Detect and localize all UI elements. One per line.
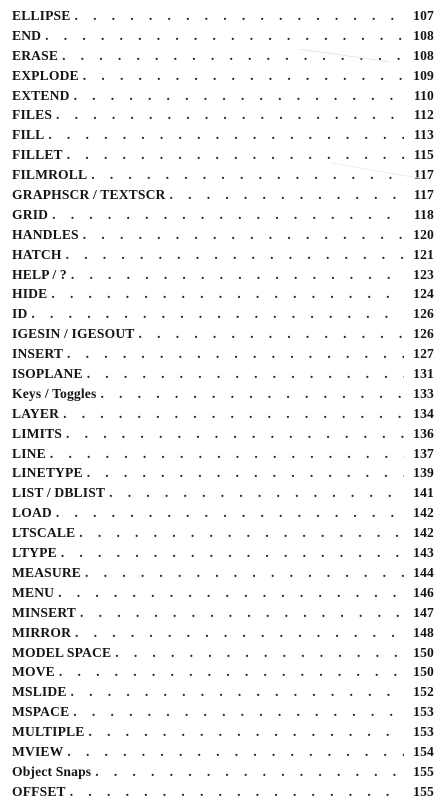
toc-entry: [12, 306, 440, 326]
toc-entry: [12, 605, 440, 625]
dot-leader: [91, 167, 404, 183]
toc-entry-title: FILL: [12, 127, 45, 143]
toc-entry: [12, 525, 440, 545]
toc-entry-page-number: 134: [413, 405, 434, 421]
toc-entry: [12, 585, 440, 605]
toc-entry-page-number: 123: [413, 266, 434, 282]
toc-entry: [12, 784, 440, 804]
dot-leader: [83, 68, 404, 84]
toc-entry-title: LAYER: [12, 405, 60, 421]
toc-entry-page-number: 136: [413, 425, 434, 441]
toc-entry-page-number: 115: [413, 147, 434, 163]
toc-entry-title: MENU: [12, 584, 55, 600]
toc-entry-title: Keys / Toggles: [12, 385, 97, 401]
toc-entry-page-number: 108: [413, 47, 434, 63]
toc-entry-title: MIRROR: [12, 624, 72, 640]
toc-entry-title: Object Snaps: [12, 763, 92, 779]
toc-entry: [12, 485, 440, 505]
dot-leader: [71, 684, 404, 700]
toc-entry: [12, 227, 440, 247]
toc-entry-page-number: 143: [413, 545, 434, 561]
dot-leader: [83, 227, 404, 243]
toc-entry-page-number: 153: [413, 724, 434, 740]
dot-leader: [56, 107, 404, 123]
toc-entry-page-number: 110: [413, 87, 434, 103]
toc-entry-page-number: 121: [413, 246, 434, 262]
toc-entry-page-number: 137: [413, 445, 434, 461]
toc-entry: [12, 565, 440, 585]
toc-entry-title: MVIEW: [12, 743, 64, 759]
toc-entry-page-number: 120: [413, 226, 434, 242]
dot-leader: [59, 664, 404, 680]
table-of-contents: [12, 8, 440, 804]
toc-entry-page-number: 141: [413, 485, 434, 501]
dot-leader: [67, 147, 404, 163]
toc-entry-page-number: 117: [413, 167, 434, 183]
toc-entry: [12, 48, 440, 68]
toc-entry-page-number: 112: [413, 107, 434, 123]
dot-leader: [74, 8, 404, 24]
toc-entry-title: MSPACE: [12, 704, 70, 720]
toc-entry: [12, 346, 440, 366]
dot-leader: [51, 286, 404, 302]
toc-entry-title: MOVE: [12, 664, 55, 680]
toc-entry-page-number: 155: [413, 783, 434, 799]
dot-leader: [45, 28, 404, 44]
toc-entry: [12, 744, 440, 764]
dot-leader: [115, 645, 404, 661]
toc-entry-title: IGESIN / IGESOUT: [12, 326, 135, 342]
dot-leader: [80, 605, 404, 621]
toc-entry-page-number: 124: [413, 286, 434, 302]
toc-entry-title: LIMITS: [12, 425, 63, 441]
toc-entry-title: ELLIPSE: [12, 8, 71, 23]
toc-entry-title: HIDE: [12, 286, 48, 302]
toc-entry-page-number: 113: [413, 127, 434, 143]
dot-leader: [109, 485, 404, 501]
toc-entry-title: LOAD: [12, 505, 52, 521]
dot-leader: [50, 446, 404, 462]
toc-entry-page-number: 152: [413, 684, 434, 700]
dot-leader: [61, 545, 404, 561]
toc-entry: [12, 505, 440, 525]
toc-entry-title: ID: [12, 306, 28, 322]
dot-leader: [52, 207, 404, 223]
toc-entry: [12, 326, 440, 346]
toc-entry: [12, 107, 440, 127]
dot-leader: [87, 465, 404, 481]
dot-leader: [66, 247, 404, 263]
toc-entry: [12, 386, 440, 406]
toc-entry-title: FILLET: [12, 147, 63, 163]
toc-entry-page-number: 107: [413, 8, 434, 23]
dot-leader: [139, 326, 404, 342]
toc-entry: [12, 187, 440, 207]
toc-entry: [12, 426, 440, 446]
toc-entry: [12, 207, 440, 227]
toc-entry: [12, 127, 440, 147]
dot-leader: [63, 406, 404, 422]
toc-entry: [12, 247, 440, 267]
toc-entry: [12, 625, 440, 645]
toc-entry-title: ISOPLANE: [12, 366, 83, 382]
toc-entry-title: LTYPE: [12, 545, 57, 561]
toc-entry: [12, 545, 440, 565]
toc-entry-page-number: 127: [413, 346, 434, 362]
toc-entry: [12, 406, 440, 426]
toc-entry: [12, 645, 440, 665]
dot-leader: [67, 744, 404, 760]
toc-entry-title: MODEL SPACE: [12, 644, 112, 660]
toc-entry-title: HATCH: [12, 246, 62, 262]
dot-leader: [31, 306, 404, 322]
toc-entry-page-number: 153: [413, 704, 434, 720]
toc-entry: [12, 286, 440, 306]
dot-leader: [71, 267, 404, 283]
toc-entry: [12, 704, 440, 724]
dot-leader: [75, 625, 404, 641]
toc-entry-page-number: 142: [413, 525, 434, 541]
toc-entry-title: GRID: [12, 206, 49, 222]
dot-leader: [67, 346, 404, 362]
toc-entry-title: EXTEND: [12, 87, 70, 103]
toc-entry-title: MSLIDE: [12, 684, 67, 700]
toc-entry-title: FILES: [12, 107, 53, 123]
toc-entry-page-number: 148: [413, 624, 434, 640]
toc-entry-page-number: 150: [413, 644, 434, 660]
toc-entry-page-number: 146: [413, 584, 434, 600]
dot-leader: [170, 187, 404, 203]
toc-entry: [12, 88, 440, 108]
toc-entry-page-number: 144: [413, 564, 434, 580]
toc-entry-title: LTSCALE: [12, 525, 76, 541]
dot-leader: [58, 585, 404, 601]
toc-entry-title: FILMROLL: [12, 167, 88, 183]
toc-entry: [12, 366, 440, 386]
toc-entry: [12, 147, 440, 167]
toc-entry-page-number: 139: [413, 465, 434, 481]
toc-entry-page-number: 154: [413, 743, 434, 759]
toc-entry-page-number: 155: [413, 763, 434, 779]
toc-entry: [12, 465, 440, 485]
toc-entry-title: MINSERT: [12, 604, 77, 620]
toc-entry-page-number: 108: [413, 27, 434, 43]
toc-entry-title: HELP / ?: [12, 266, 67, 282]
dot-leader: [87, 366, 404, 382]
toc-entry-title: LINETYPE: [12, 465, 83, 481]
toc-entry-title: ERASE: [12, 47, 59, 63]
toc-entry-title: MULTIPLE: [12, 724, 85, 740]
toc-entry: [12, 8, 440, 28]
dot-leader: [70, 784, 404, 800]
dot-leader: [85, 565, 404, 581]
toc-entry-page-number: 147: [413, 604, 434, 620]
toc-entry-title: MEASURE: [12, 564, 82, 580]
toc-entry: [12, 724, 440, 744]
dot-leader: [79, 525, 404, 541]
dot-leader: [48, 127, 404, 143]
dot-leader: [66, 426, 404, 442]
dot-leader: [88, 724, 404, 740]
toc-entry-title: HANDLES: [12, 226, 79, 242]
toc-entry: [12, 446, 440, 466]
toc-entry-title: OFFSET: [12, 783, 66, 799]
toc-entry-title: LIST / DBLIST: [12, 485, 106, 501]
toc-entry-page-number: 126: [413, 326, 434, 342]
dot-leader: [73, 704, 404, 720]
toc-entry: [12, 28, 440, 48]
toc-entry: [12, 267, 440, 287]
toc-entry-title: EXPLODE: [12, 67, 79, 83]
toc-entry: [12, 764, 440, 784]
dot-leader: [56, 505, 404, 521]
dot-leader: [95, 764, 404, 780]
toc-entry-page-number: 131: [413, 366, 434, 382]
toc-entry: [12, 664, 440, 684]
toc-entry-page-number: 126: [413, 306, 434, 322]
toc-entry-page-number: 118: [413, 206, 434, 222]
toc-entry-title: GRAPHSCR / TEXTSCR: [12, 187, 166, 203]
toc-entry: [12, 68, 440, 88]
toc-entry-page-number: 142: [413, 505, 434, 521]
dot-leader: [74, 88, 404, 104]
toc-entry-title: END: [12, 27, 42, 43]
toc-entry-page-number: 133: [413, 385, 434, 401]
toc-entry-title: INSERT: [12, 346, 64, 362]
toc-entry: [12, 684, 440, 704]
toc-entry-title: LINE: [12, 445, 46, 461]
toc-entry-page-number: 109: [413, 67, 434, 83]
dot-leader: [100, 386, 404, 402]
toc-entry-page-number: 117: [413, 187, 434, 203]
toc-entry-page-number: 150: [413, 664, 434, 680]
